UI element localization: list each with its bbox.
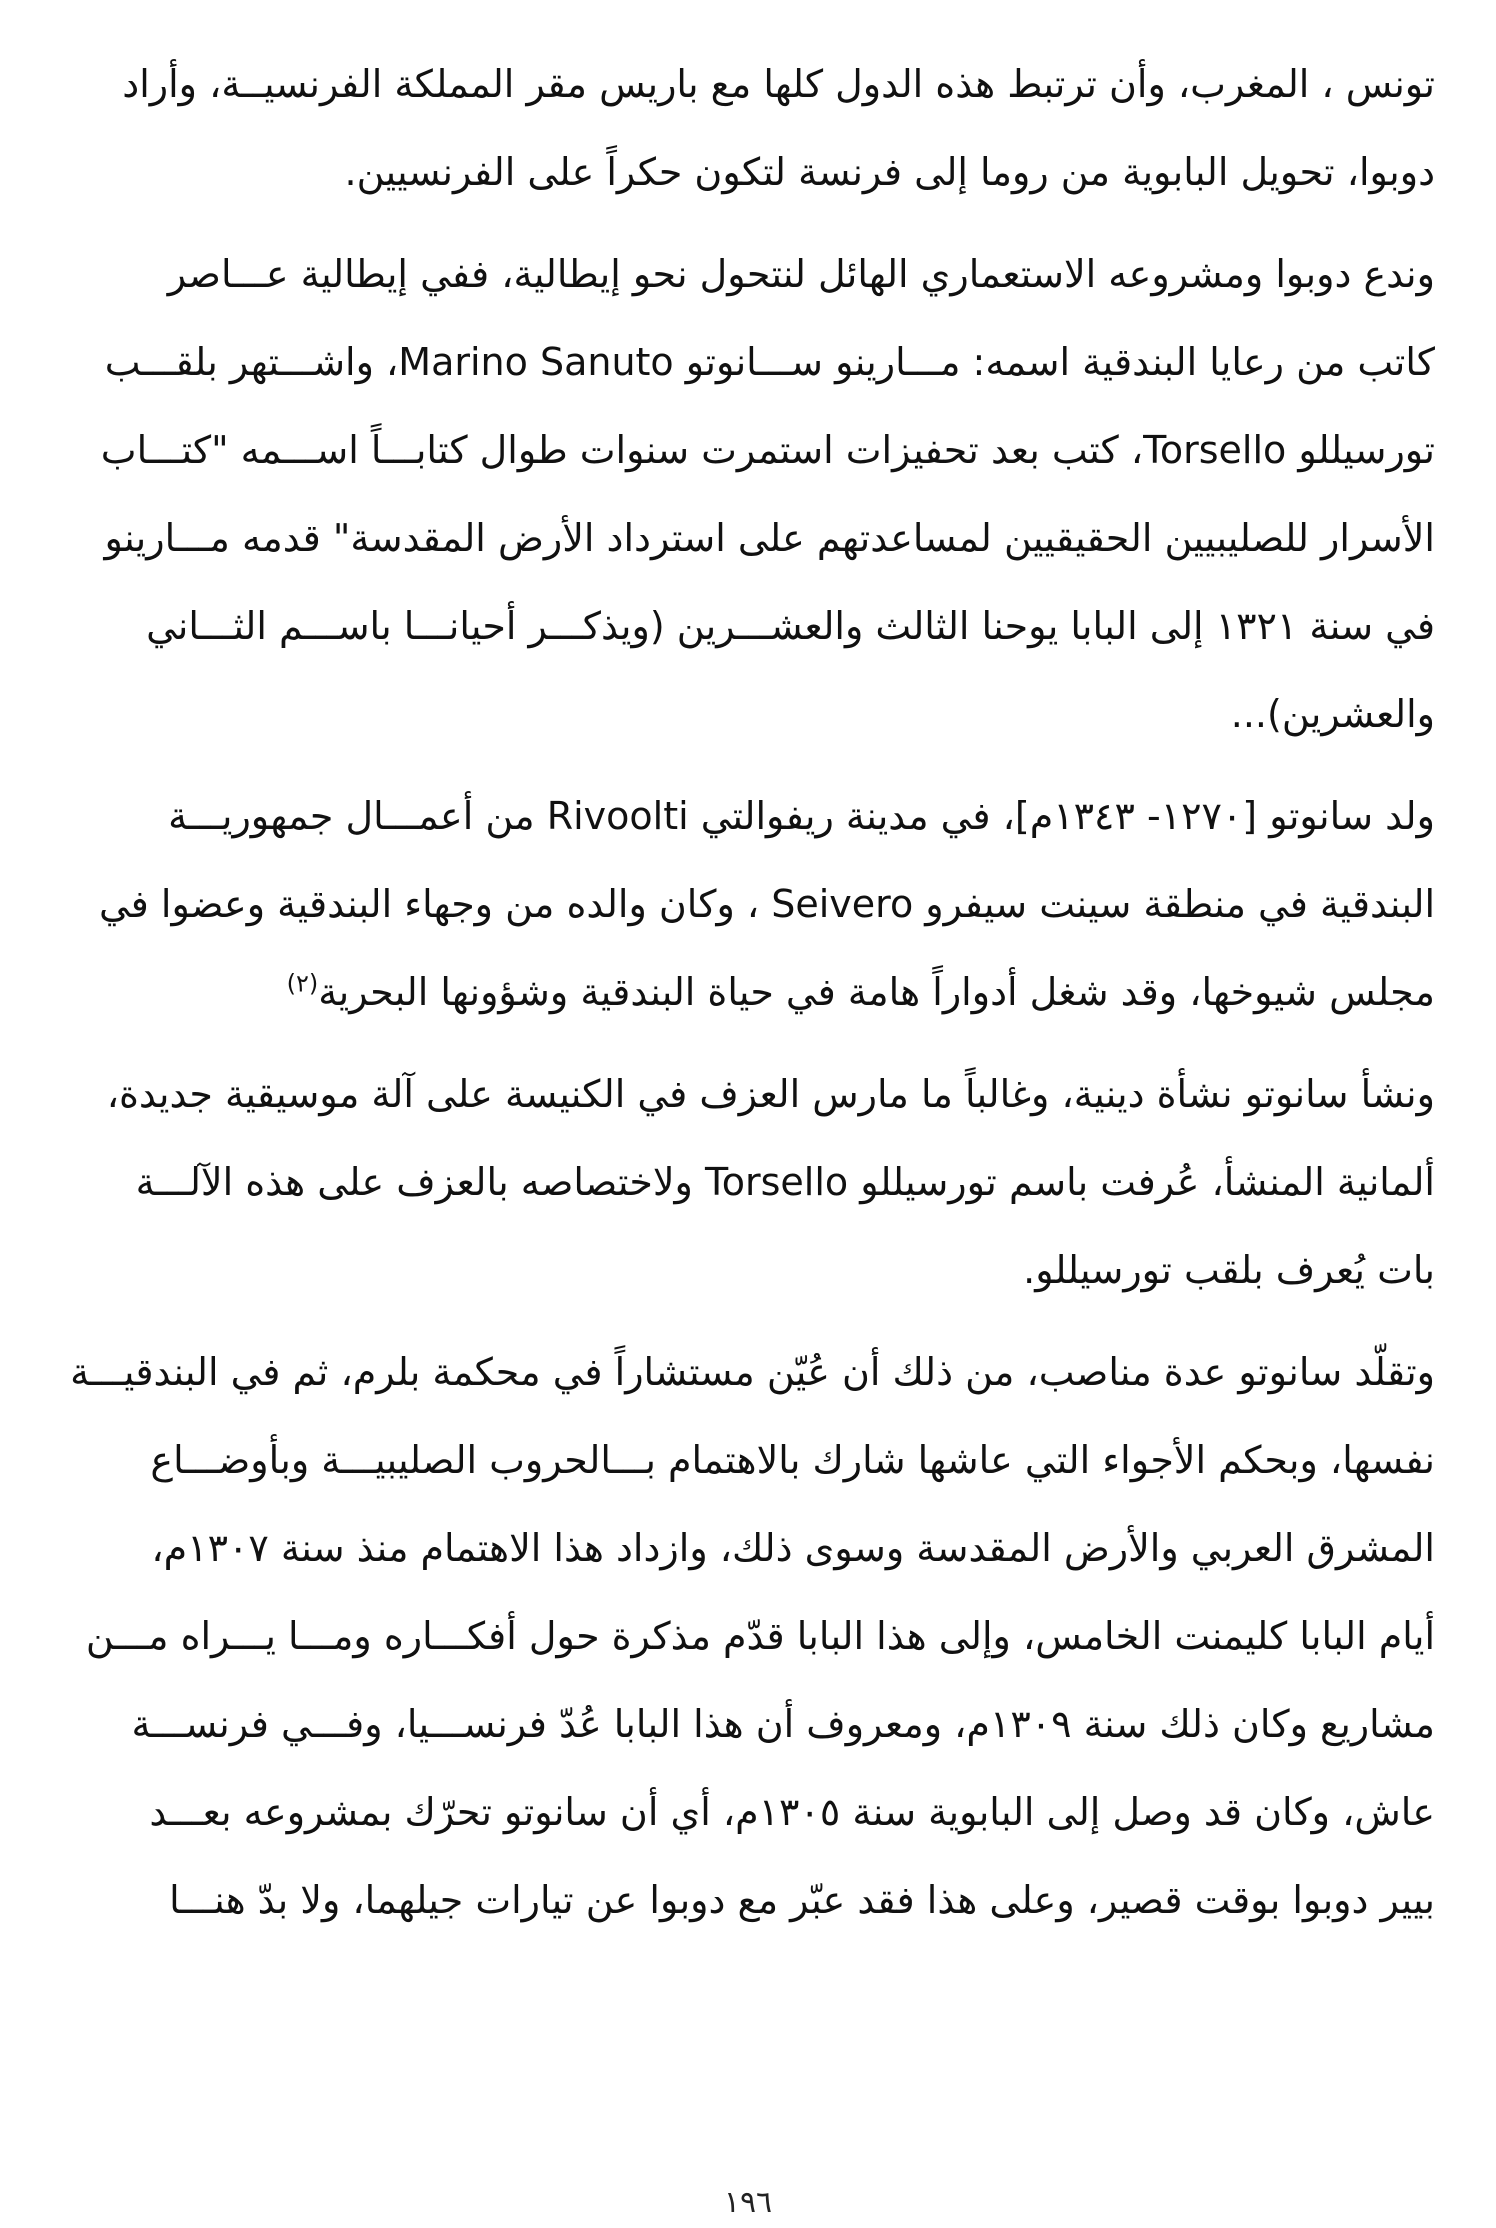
- text-line: ألمانية المنشأ، عُرفت باسم تورسيللو Torsello ولاختصاصه بالعزف على هذه الآلـــة: [135, 1160, 1435, 1204]
- text-line: في سنة ١٣٢١ إلى البابا يوحنا الثالث والعشـــرين (ويذكـــر أحيانـــا باســـم الثـــاني: [146, 604, 1435, 648]
- text-line: تونس ، المغرب، وأن ترتبط هذه الدول كلها مع باريس مقر المملكة الفرنسيــة، وأراد: [122, 62, 1435, 106]
- text-line: البندقية في منطقة سينت سيفرو Seivero ، وكان والده من وجهاء البندقية وعضوا في: [98, 882, 1435, 926]
- text-line: أيام البابا كليمنت الخامس، وإلى هذا البابا قدّم مذكرة حول أفكـــاره ومـــا يـــراه مـــن: [85, 1614, 1435, 1658]
- text-line: بات يُعرف بلقب تورسيللو.: [1023, 1248, 1435, 1292]
- text-line: مشاريع وكان ذلك سنة ١٣٠٩م، ومعروف أن هذا البابا عُدّ فرنســـيا، وفـــي فرنســـة: [131, 1702, 1435, 1746]
- text-line: ولد سانوتو [١٢٧٠- ١٣٤٣م]، في مدينة ريفوالتي Rivoolti من أعمـــال جمهوريـــة: [168, 794, 1435, 838]
- text-line: وندع دوبوا ومشروعه الاستعماري الهائل لنتحول نحو إيطالية، ففي إيطالية عـــاصر: [167, 252, 1435, 296]
- body-text: [70, 40, 1435, 1944]
- text-line: كاتب من رعايا البندقية اسمه: مـــارينو ســـانوتو Marino Sanuto، واشـــتهر بلقـــب: [104, 340, 1435, 384]
- text-line: نفسها، وبحكم الأجواء التي عاشها شارك بالاهتمام بـــالحروب الصليبيـــة وبأوضـــاع: [150, 1438, 1435, 1482]
- text-line: وتقلّد سانوتو عدة مناصب، من ذلك أن عُيّن مستشاراً في محكمة بلرم، ثم في البندقيـــة: [70, 1350, 1435, 1394]
- text-line: تورسيللو Torsello، كتب بعد تحفيزات استمرت سنوات طوال كتابـــاً اســـمه "كتـــاب: [100, 428, 1435, 472]
- footnote-reference[interactable]: (٢): [286, 969, 319, 998]
- text-line: دوبوا، تحويل البابوية من روما إلى فرنسة لتكون حكراً على الفرنسيين.: [344, 150, 1435, 194]
- text-line: ونشأ سانوتو نشأة دينية، وغالباً ما مارس العزف في الكنيسة على آلة موسيقية جديدة،: [106, 1072, 1435, 1116]
- paragraph-3: [70, 772, 1435, 1036]
- text-line: والعشرين)...: [1230, 692, 1435, 736]
- paragraph-2: [70, 230, 1435, 758]
- paragraph-1: [70, 40, 1435, 216]
- paragraph-5: [70, 1328, 1435, 1944]
- text-line: عاش، وكان قد وصل إلى البابوية سنة ١٣٠٥م، أي أن سانوتو تحرّك بمشروعه بعـــد: [149, 1790, 1435, 1834]
- text-line: المشرق العربي والأرض المقدسة وسوى ذلك، وازداد هذا الاهتمام منذ سنة ١٣٠٧م،: [151, 1526, 1435, 1570]
- text-line: بيير دوبوا بوقت قصير، وعلى هذا فقد عبّر مع دوبوا عن تيارات جيلهما، ولا بدّ هنـــا: [169, 1878, 1435, 1922]
- text-line: الأسرار للصليبيين الحقيقيين لمساعدتهم على استرداد الأرض المقدسة" قدمه مـــارينو: [104, 516, 1435, 560]
- page-number: ١٩٦: [723, 2185, 773, 2220]
- paragraph-4: [70, 1050, 1435, 1314]
- text-line: مجلس شيوخها، وقد شغل أدواراً هامة في حياة البندقية وشؤونها البحرية: [318, 970, 1435, 1014]
